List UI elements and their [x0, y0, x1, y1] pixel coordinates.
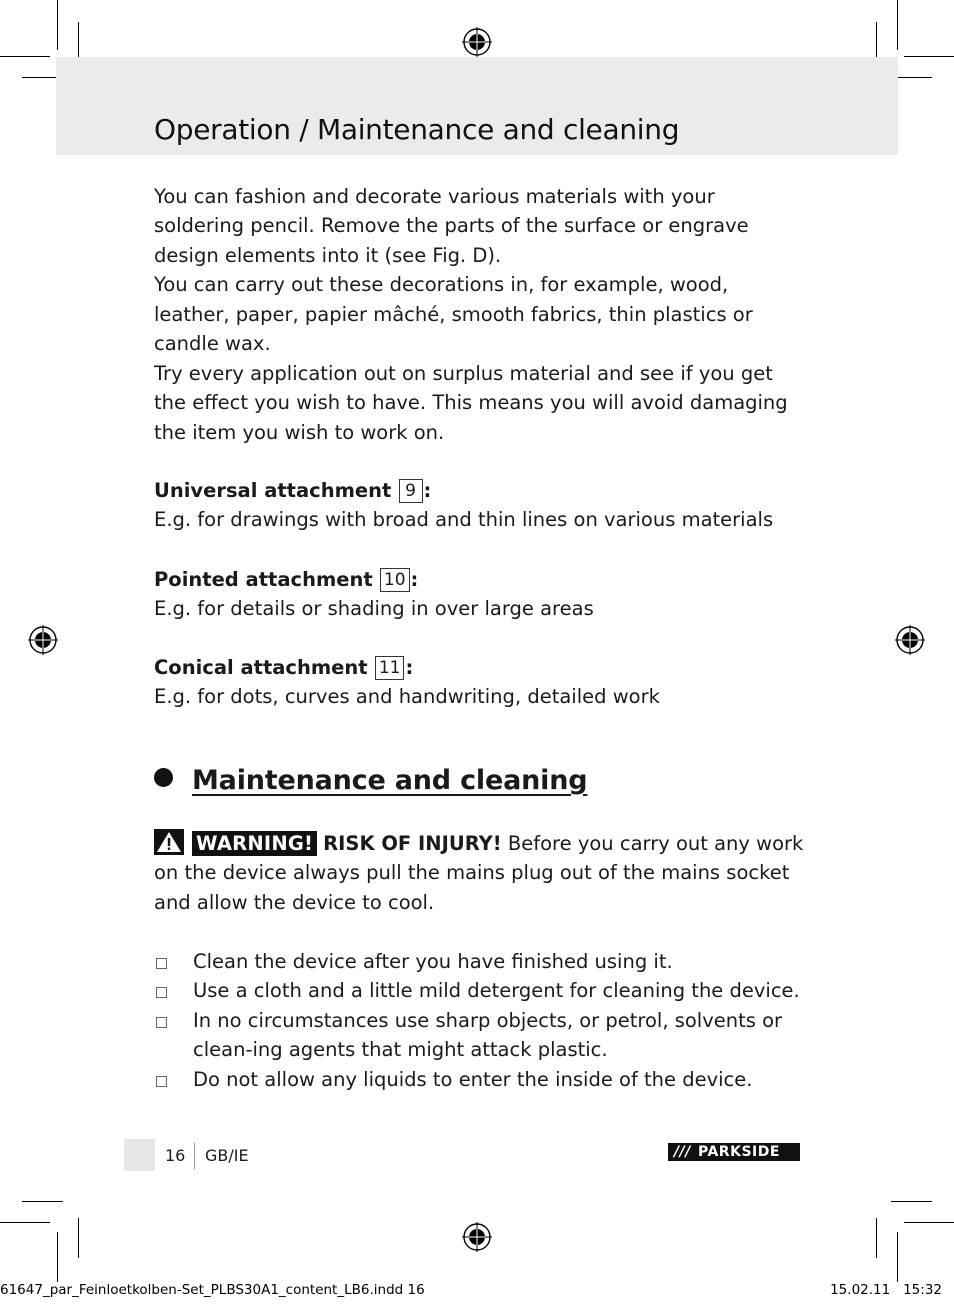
list-item: Do not allow any liquids to enter the inside of the device.: [154, 1065, 804, 1094]
attachment-description: E.g. for dots, curves and handwriting, detailed work: [154, 685, 660, 709]
attachment-pointed: Pointed attachment 10 : E.g. for details or shading in over large areas: [154, 565, 804, 624]
section-heading: [154, 765, 587, 796]
registration-mark-icon: [462, 27, 492, 57]
list-item: Use a cloth and a little mild detergent for cleaning the device.: [154, 976, 804, 1005]
warning-text: Before you carry out any work on the device always pull the mains plug out of the mains socket and allow the device to cool.: [154, 832, 804, 914]
intro-paragraph: You can carry out these decorations in, for example, wood, leather, paper, papier mâché, smooth fabrics, thin plastics or candle wax.: [154, 273, 753, 356]
warning-triangle-icon: [154, 829, 184, 855]
footer-divider: [194, 1143, 195, 1169]
intro-paragraph: Try every application out on surplus material and see if you get the effect you wish to have. This means you will avoid damaging the item you wish to work on.: [154, 362, 788, 444]
registration-mark-icon: [28, 625, 58, 655]
crop-mark: [876, 1218, 877, 1258]
attachment-description: E.g. for drawings with broad and thin lines on various materials: [154, 508, 774, 532]
intro-section: [154, 359, 804, 447]
attachment-description: E.g. for details or shading in over large areas: [154, 597, 594, 621]
crop-mark: [904, 56, 954, 57]
attachment-title: Universal attachment: [154, 479, 392, 502]
checkbox-bullet-icon: [156, 987, 167, 998]
attachment-conical: Conical attachment 11 : E.g. for dots, curves and handwriting, detailed work: [154, 653, 804, 712]
crop-mark: [904, 1222, 954, 1223]
attachment-title: Conical attachment: [154, 656, 368, 679]
print-slug-filename: 61647_par_Feinloetkolben-Set_PLBS30A1_content_LB6.indd 16: [0, 1282, 425, 1298]
intro-section: [154, 182, 804, 358]
attachment-title: Pointed attachment: [154, 568, 373, 591]
attachment-universal: Universal attachment 9 : E.g. for drawings with broad and thin lines on various materials: [154, 476, 804, 535]
crop-mark: [57, 0, 58, 50]
crop-mark: [78, 1218, 79, 1258]
maintenance-list: [154, 947, 804, 1094]
crop-mark: [897, 0, 898, 50]
checkbox-bullet-icon: [156, 1017, 167, 1028]
footer-tab: [124, 1139, 155, 1171]
print-slug-date: 15.02.11 15:32: [830, 1282, 942, 1298]
brand-logo: /// PARKSIDE: [668, 1143, 800, 1161]
warning-paragraph: [154, 829, 804, 917]
ref-number-badge: 9: [399, 479, 423, 503]
list-item: Clean the device after you have finished using it.: [154, 947, 804, 976]
section-title: Maintenance and cleaning: [192, 765, 588, 796]
locale-label: GB/IE: [205, 1146, 249, 1165]
crop-mark: [0, 1222, 50, 1223]
registration-mark-icon: [895, 625, 925, 655]
ref-number-badge: 11: [375, 656, 405, 680]
crop-mark: [897, 1232, 898, 1282]
page-title: Operation / Maintenance and cleaning: [154, 113, 680, 146]
intro-paragraph: You can fashion and decorate various materials with your soldering pencil. Remove the parts of the surface or engrave design elements into it (see Fig. D).: [154, 185, 749, 267]
checkbox-bullet-icon: [156, 1076, 167, 1087]
ref-number-badge: 10: [380, 568, 410, 592]
page-number: 16: [165, 1146, 186, 1165]
list-item: In no circumstances use sharp objects, or petrol, solvents or clean-ing agents that might attack plastic.: [154, 1006, 804, 1065]
crop-mark: [22, 1201, 63, 1202]
crop-mark: [0, 56, 50, 57]
crop-mark: [57, 1232, 58, 1282]
checkbox-bullet-icon: [156, 958, 167, 969]
registration-mark-icon: [462, 1222, 492, 1252]
risk-label: RISK OF INJURY!: [323, 832, 502, 855]
bullet-dot-icon: [154, 768, 173, 787]
warning-label: WARNING!: [192, 831, 317, 856]
crop-mark: [891, 1201, 932, 1202]
